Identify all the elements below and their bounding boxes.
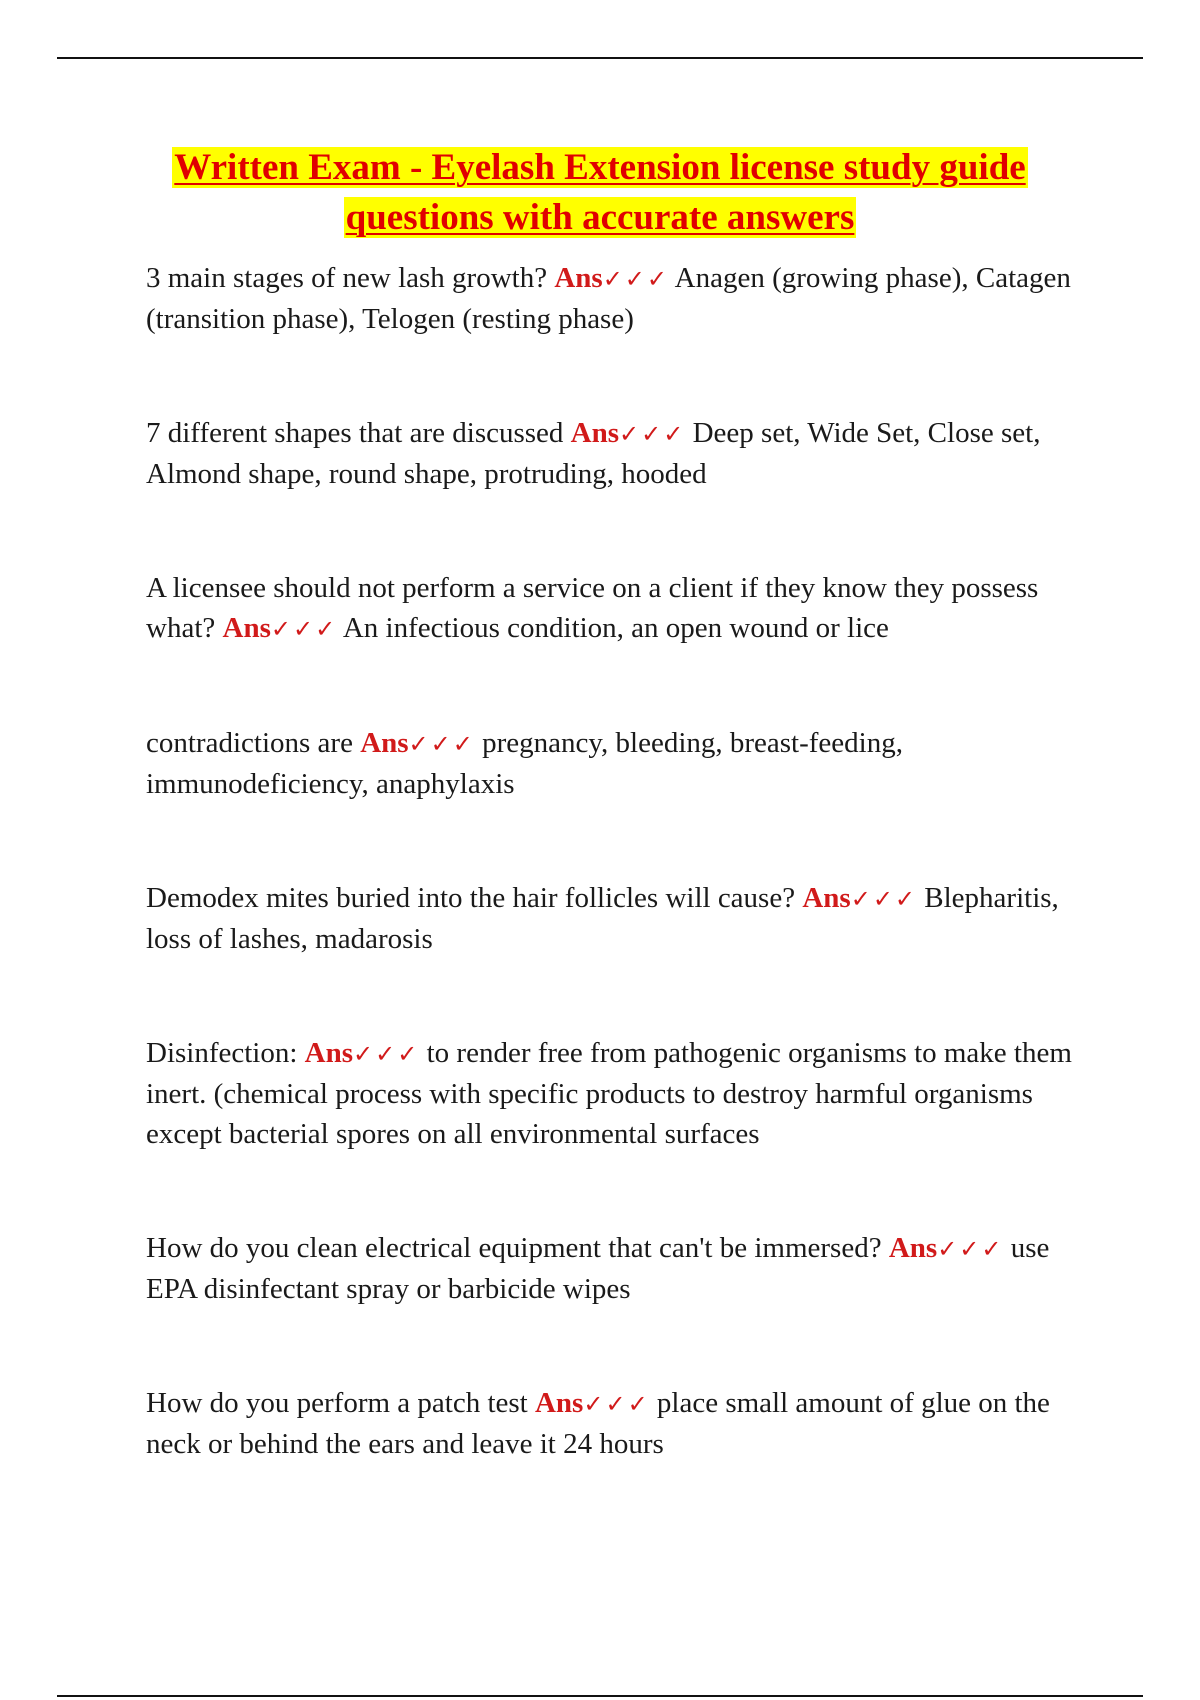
footer-rule bbox=[57, 1695, 1143, 1697]
check-marks-icon: ✓✓✓ bbox=[619, 420, 686, 448]
check-marks-icon: ✓✓✓ bbox=[583, 1390, 650, 1418]
title-line-2: questions with accurate answers bbox=[345, 197, 855, 238]
qa-item bbox=[146, 723, 1106, 804]
answer-label: Ans bbox=[802, 882, 851, 914]
answer-text: Blepharitis, loss of lashes, madarosis bbox=[146, 882, 1059, 955]
question-text: Demodex mites buried into the hair follicles will cause? bbox=[146, 882, 796, 914]
qa-list bbox=[146, 258, 1106, 1464]
answer-label: Ans bbox=[534, 1387, 584, 1419]
answer-label: Ans bbox=[222, 612, 271, 644]
title-line-1: Written Exam - Eyelash Extension license study guide bbox=[174, 147, 1026, 188]
header-rule bbox=[57, 57, 1143, 59]
check-marks-icon: ✓✓✓ bbox=[602, 265, 670, 293]
answer-text: place small amount of glue on the neck or behind the ears and leave it 24 hours bbox=[146, 1387, 1050, 1460]
qa-item bbox=[146, 258, 1106, 339]
question-text: How do you perform a patch test bbox=[146, 1387, 528, 1419]
qa-item bbox=[146, 568, 1106, 649]
question-text: How do you clean electrical equipment that can't be immersed? bbox=[146, 1232, 882, 1264]
question-text: contradictions are bbox=[146, 727, 353, 759]
answer-label: Ans bbox=[360, 727, 409, 759]
check-marks-icon: ✓✓✓ bbox=[270, 615, 338, 643]
check-marks-icon: ✓✓✓ bbox=[850, 885, 918, 913]
answer-text: Deep set, Wide Set, Close set, Almond shape, round shape, protruding, hooded bbox=[146, 417, 1041, 490]
qa-item bbox=[146, 413, 1106, 494]
answer-text: use EPA disinfectant spray or barbicide wipes bbox=[146, 1232, 1050, 1305]
qa-item bbox=[146, 1228, 1106, 1309]
document-title bbox=[100, 143, 1100, 243]
check-marks-icon: ✓✓✓ bbox=[353, 1040, 420, 1068]
qa-item bbox=[146, 1383, 1106, 1464]
answer-text: An infectious condition, an open wound or lice bbox=[342, 612, 889, 644]
answer-label: Ans bbox=[888, 1232, 938, 1264]
question-text: 3 main stages of new lash growth? bbox=[146, 262, 548, 294]
check-marks-icon: ✓✓✓ bbox=[937, 1235, 1004, 1263]
question-text: Disinfection: bbox=[146, 1037, 298, 1069]
qa-item bbox=[146, 1033, 1106, 1154]
question-text: A licensee should not perform a service on a client if they know they possess what? bbox=[146, 572, 1039, 644]
answer-label: Ans bbox=[554, 262, 603, 294]
answer-text: pregnancy, bleeding, breast-feeding, immunodeficiency, anaphylaxis bbox=[146, 727, 903, 800]
qa-item bbox=[146, 878, 1106, 959]
question-text: 7 different shapes that are discussed bbox=[146, 417, 564, 449]
answer-text: Anagen (growing phase), Catagen (transition phase), Telogen (resting phase) bbox=[146, 262, 1071, 335]
answer-text: to render free from pathogenic organisms to make them inert. (chemical process with specific products to destroy harmful organisms except bacterial spores on all environmental surfaces bbox=[146, 1037, 1072, 1150]
answer-label: Ans bbox=[304, 1037, 354, 1069]
check-marks-icon: ✓✓✓ bbox=[408, 730, 475, 758]
answer-label: Ans bbox=[570, 417, 620, 449]
